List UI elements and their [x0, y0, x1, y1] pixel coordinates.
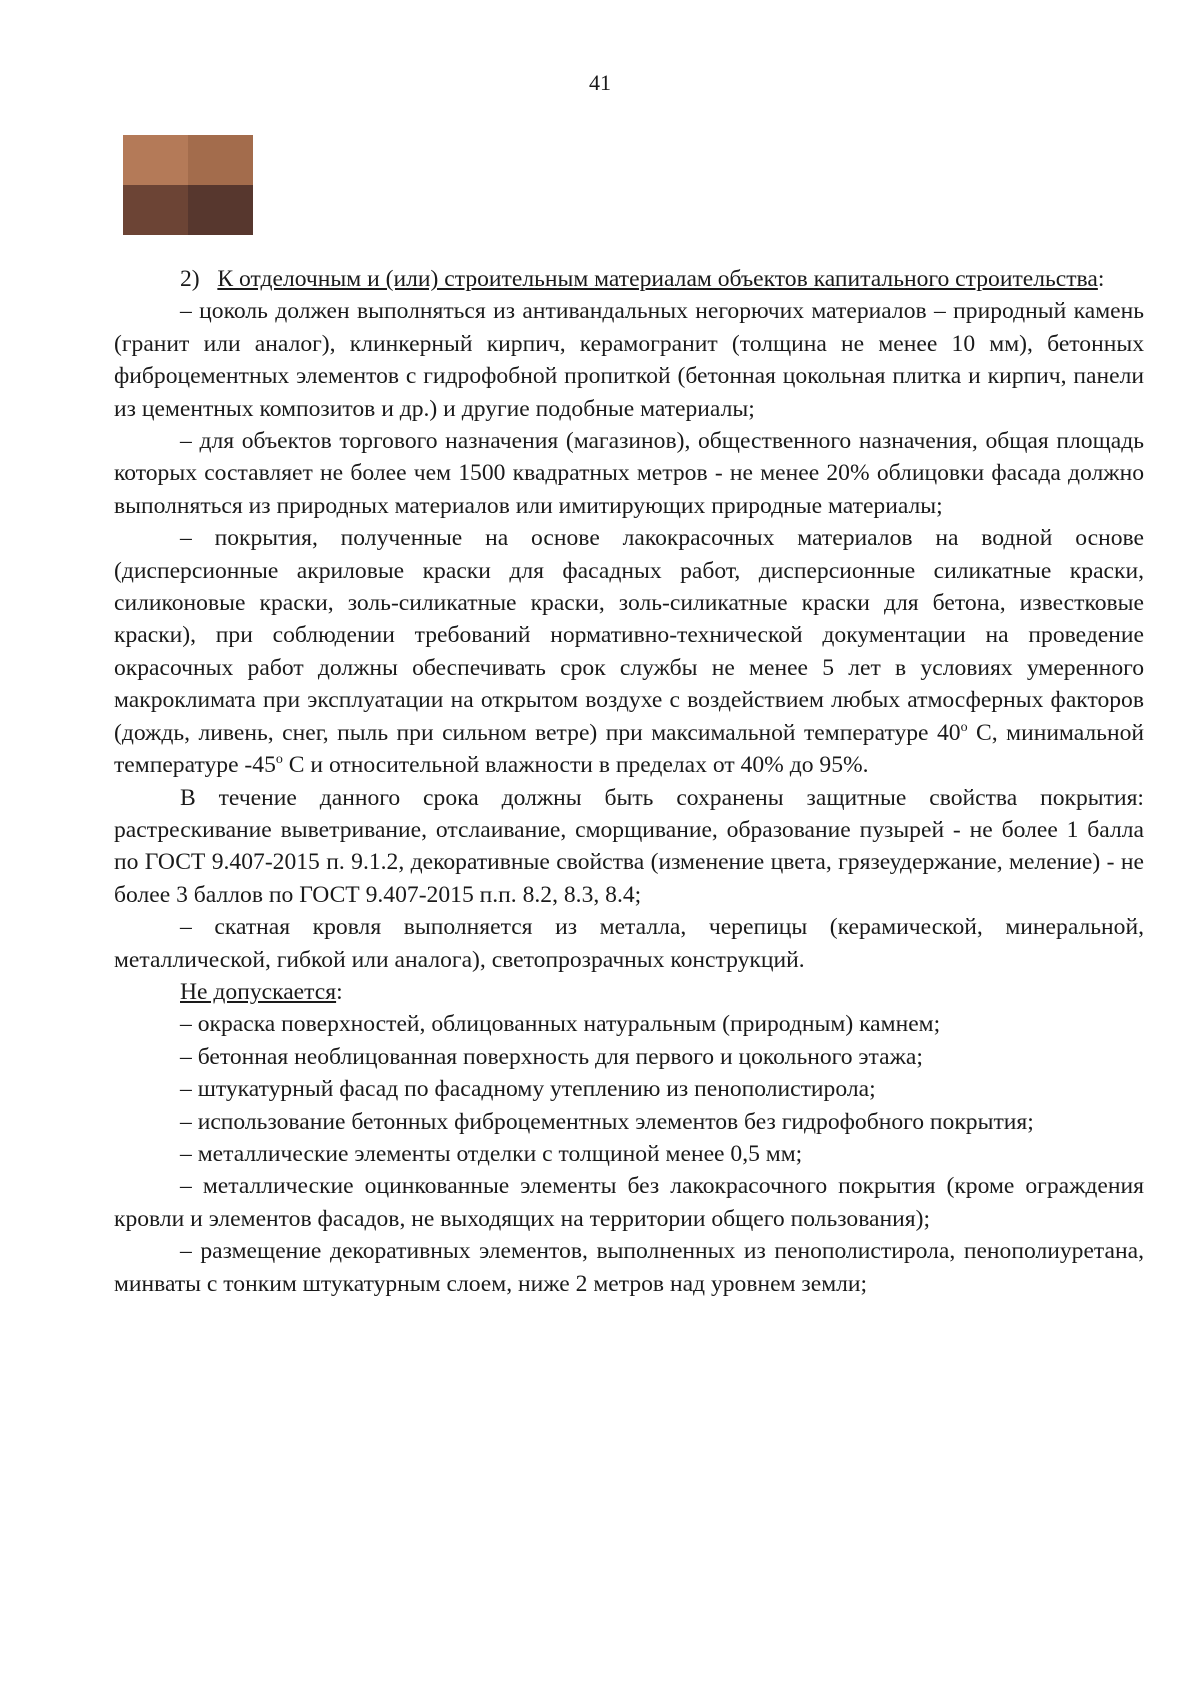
- prohibited-title: Не допускается: [180, 978, 337, 1005]
- prohibited-heading: [114, 976, 1144, 1008]
- coatings-text-1: – покрытия, полученные на основе лакокрасочных материалов на водной основе (дисперсионные акриловые краски для фасадных работ, дисперсионные силикатные краски, силиконовые краски, золь-силикатные краски, золь-силикатные краски для бетона, известковые краски), при соблюдении требований нормативно-технической документации на проведение окрасочных работ должны обеспечивать срок службы не менее 5 лет в условиях умеренного макроклимата при эксплуатации на открытом воздухе с воздействием любых атмосферных факторов (дождь, ливень, снег, пыль при сильном ветре) при максимальной температуре 40: [114, 525, 1144, 746]
- swatch-cell-4: [188, 185, 253, 235]
- swatch-cell-1: [123, 135, 188, 185]
- document-body: [114, 263, 1144, 1300]
- swatch-cell-3: [123, 185, 188, 235]
- paragraph-roof: – скатная кровля выполняется из металла, черепицы (керамической, минеральной, металлической, гибкой или аналога), светопрозрачных конструкций.: [114, 914, 1144, 973]
- paragraph-retail-facade: – для объектов торгового назначения (магазинов), общественного назначения, общая площадь которых составляет не более чем 1500 квадратных метров - не менее 20% облицовки фасада должно выполняться из природных материалов или имитирующих природные материалы;: [114, 428, 1144, 519]
- page-number: 41: [589, 70, 611, 95]
- prohibited-colon: :: [336, 978, 343, 1005]
- prohibited-item: – использование бетонных фиброцементных элементов без гидрофобного покрытия;: [180, 1108, 1034, 1135]
- prohibited-item: – штукатурный фасад по фасадному утеплению из пенополистирола;: [180, 1076, 876, 1103]
- degree-mark: o: [275, 752, 283, 768]
- section-heading: [114, 263, 1144, 295]
- prohibited-item: – размещение декоративных элементов, выполненных из пенополистирола, пенополиуретана, минваты с тонким штукатурным слоем, ниже 2 метров над уровнем земли;: [114, 1238, 1144, 1297]
- heading-text: К отделочным и (или) строительным материалам объектов капитального строительства: [217, 266, 1098, 292]
- degree-mark: o: [960, 719, 968, 735]
- coatings-text-3: С и относительной влажности в пределах от 40% до 95%.: [282, 752, 869, 779]
- heading-colon: :: [1097, 266, 1105, 292]
- prohibited-item: – окраска поверхностей, облицованных натуральным (природным) камнем;: [180, 1011, 941, 1038]
- prohibited-item: – металлические элементы отделки с толщиной менее 0,5 мм;: [180, 1140, 803, 1167]
- paragraph-coatings: [114, 522, 1144, 781]
- color-swatch-image: [123, 135, 253, 235]
- swatch-cell-2: [188, 135, 253, 185]
- paragraph-service-life: В течение данного срока должны быть сохранены защитные свойства покрытия: растрескивание выветривание, отслаивание, сморщивание, образование пузырей - не более 1 балла по ГОСТ 9.407-2015 п. 9.1.2, декоративные свойства (изменение цвета, грязеудержание, меление) - не более 3 баллов по ГОСТ 9.407-2015 п.п. 8.2, 8.3, 8.4;: [114, 784, 1144, 908]
- paragraph-plinth: – цоколь должен выполняться из антивандальных негорючих материалов – природный камень (гранит или аналог), клинкерный кирпич, керамогранит (толщина не менее 10 мм), бетонных фиброцементных элементов с гидрофобной пропиткой (бетонная цокольная плитка и кирпич, панели из цементных композитов и др.) и другие подобные материалы;: [114, 298, 1144, 422]
- prohibited-item: – металлические оцинкованные элементы без лакокрасочного покрытия (кроме ограждения кровли и элементов фасадов, не выходящих на территории общего пользования);: [114, 1173, 1144, 1232]
- heading-number: 2): [180, 266, 200, 292]
- prohibited-item: – бетонная необлицованная поверхность для первого и цокольного этажа;: [180, 1043, 923, 1070]
- coatings-text-2: С, минимальной температуре -45: [114, 719, 1144, 779]
